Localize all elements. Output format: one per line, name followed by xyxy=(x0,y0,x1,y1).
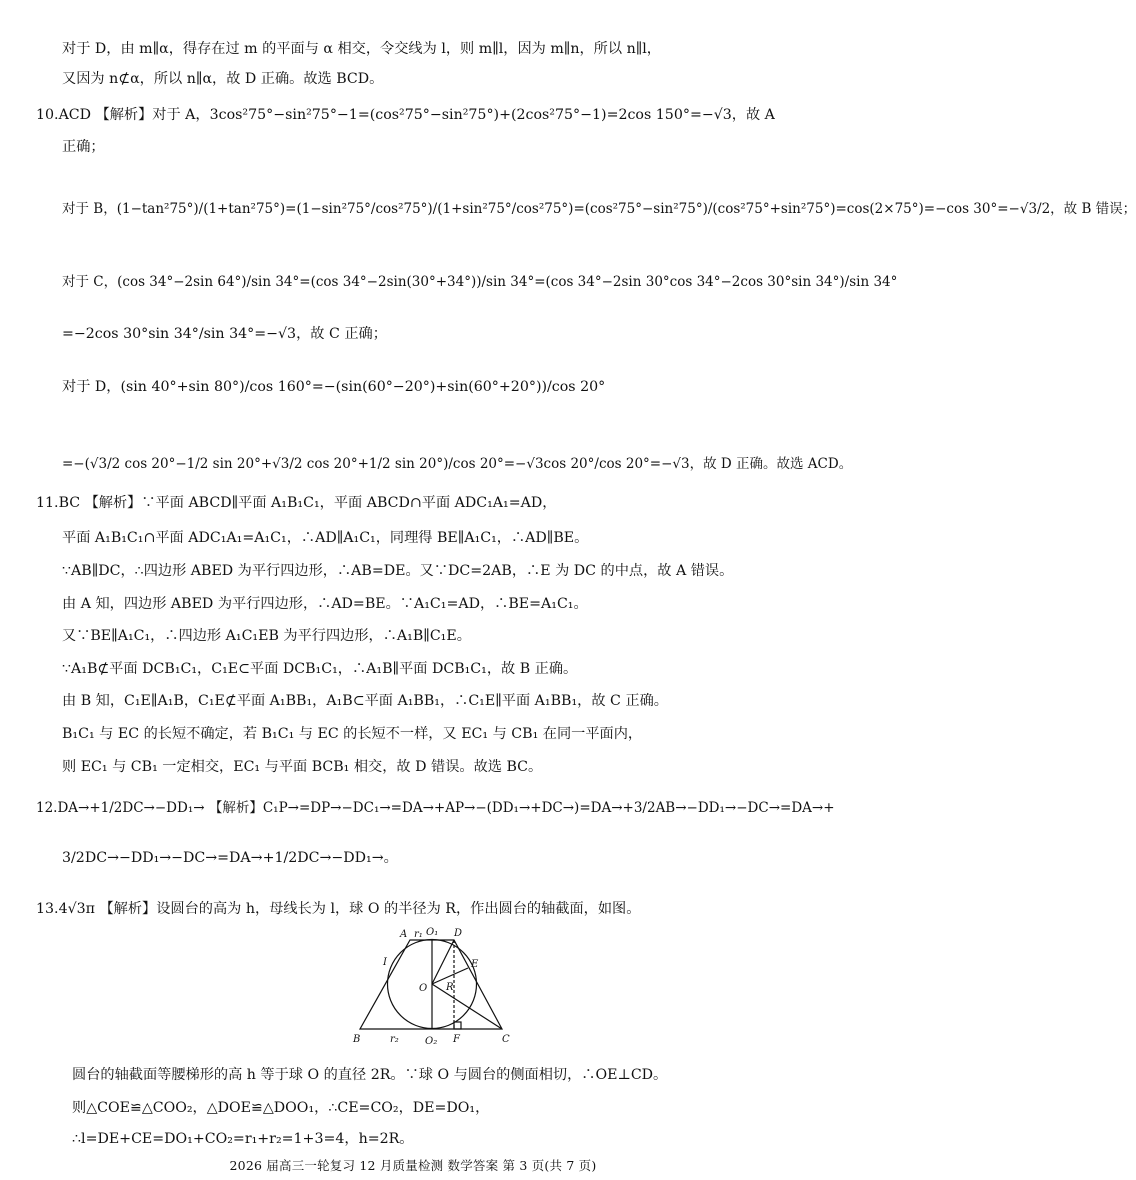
text-line: 3/2DC→−DD₁→−DC→=DA→+1/2DC→−DD₁→。 xyxy=(62,850,398,866)
text-line: 又∵BE∥A₁C₁，∴四边形 A₁C₁EB 为平行四边形，∴A₁B∥C₁E。 xyxy=(62,628,471,644)
text-line: 由 A 知，四边形 ABED 为平行四边形，∴AD=BE。∵A₁C₁=AD，∴BE=A₁C₁。 xyxy=(62,596,588,612)
text-line: 对于 B，(1−tan²75°)/(1+tan²75°)=(1−sin²75°/cos²75°)/(1+sin²75°/cos²75°)=(cos²75°−sin²75°)/(cos²75°+sin²75°)=cos(2×75°)=−cos 30°=−√3/2，故 B 错误； xyxy=(62,201,1136,217)
segment-oc xyxy=(432,984,502,1029)
frustum-axial-section-figure xyxy=(350,923,520,1053)
page-footer: 2026 届高三一轮复习 12 月质量检测 数学答案 第 3 页(共 7 页) xyxy=(229,1158,597,1173)
text-line: 则 EC₁ 与 CB₁ 一定相交，EC₁ 与平面 BCB₁ 相交，故 D 错误。故选 BC。 xyxy=(62,759,543,775)
text-line: 平面 A₁B₁C₁∩平面 ADC₁A₁=A₁C₁，∴AD∥A₁C₁，同理得 BE∥A₁C₁，∴AD∥BE。 xyxy=(62,530,589,546)
text-line: ∴l=DE+CE=DO₁+CO₂=r₁+r₂=1+3=4，h=2R。 xyxy=(72,1131,414,1147)
label-o1: O₁ xyxy=(426,927,439,938)
label-b: B xyxy=(353,1034,361,1045)
label-e: E xyxy=(471,959,479,970)
label-i: I xyxy=(383,957,387,968)
text-line: 对于 C，(cos 34°−2sin 64°)/sin 34°=(cos 34°−2sin(30°+34°))/sin 34°=(cos 34°−2sin 30°cos 34°−2cos 30°sin 34°)/sin 34° xyxy=(62,274,898,290)
label-a: A xyxy=(400,929,408,940)
text-line: =−2cos 30°sin 34°/sin 34°=−√3，故 C 正确； xyxy=(62,326,387,342)
right-angle-mark xyxy=(454,1022,461,1029)
label-f: F xyxy=(453,1034,460,1045)
text-line: 则△COE≌△COO₂，△DOE≌△DOO₁，∴CE=CO₂，DE=DO₁， xyxy=(72,1100,490,1116)
text-line: 又因为 n⊄α，所以 n∥α，故 D 正确。故选 BCD。 xyxy=(62,71,384,87)
text-line: ∵AB∥DC，∴四边形 ABED 为平行四边形，∴AB=DE。又∵DC=2AB，∴E 为 DC 的中点，故 A 错误。 xyxy=(62,563,734,579)
text-line: 13.4√3π 【解析】设圆台的高为 h，母线长为 l，球 O 的半径为 R，作出圆台的轴截面，如图。 xyxy=(36,901,641,917)
text-line: 对于 D，(sin 40°+sin 80°)/cos 160°=−(sin(60°−20°)+sin(60°+20°))/cos 20° xyxy=(62,379,606,395)
text-line: 10.ACD 【解析】对于 A，3cos²75°−sin²75°−1=(cos²75°−sin²75°)+(2cos²75°−1)=2cos 150°=−√3，故 A xyxy=(36,107,775,123)
text-line: B₁C₁ 与 EC 的长短不确定，若 B₁C₁ 与 EC 的长短不一样，又 EC₁ 与 CB₁ 在同一平面内， xyxy=(62,726,643,742)
text-line: 圆台的轴截面等腰梯形的高 h 等于球 O 的直径 2R。∵球 O 与圆台的侧面相切，∴OE⊥CD。 xyxy=(72,1067,668,1083)
label-r: R xyxy=(446,982,454,993)
text-line: 12.DA→+1/2DC→−DD₁→ 【解析】C₁P→=DP→−DC₁→=DA→+AP→−(DD₁→+DC→)=DA→+3/2AB→−DD₁→−DC→=DA→+ xyxy=(36,800,835,816)
label-o2: O₂ xyxy=(425,1036,438,1047)
segment-od xyxy=(432,940,454,984)
text-line: ∵A₁B⊄平面 DCB₁C₁，C₁E⊂平面 DCB₁C₁，∴A₁B∥平面 DCB₁C₁，故 B 正确。 xyxy=(62,661,578,677)
text-line: 由 B 知，C₁E∥A₁B，C₁E⊄平面 A₁BB₁，A₁B⊂平面 A₁BB₁，∴C₁E∥平面 A₁BB₁，故 C 正确。 xyxy=(62,693,668,709)
text-line: 11.BC 【解析】∵平面 ABCD∥平面 A₁B₁C₁，平面 ABCD∩平面 ADC₁A₁=AD， xyxy=(36,495,557,511)
label-r2: r₂ xyxy=(390,1034,399,1045)
label-o: O xyxy=(419,983,428,994)
label-c: C xyxy=(502,1034,510,1045)
text-line: 正确； xyxy=(62,139,105,155)
text-line: 对于 D，由 m∥α，得存在过 m 的平面与 α 相交，令交线为 l，则 m∥l，因为 m∥n，所以 n∥l， xyxy=(62,41,661,57)
label-d: D xyxy=(454,928,463,939)
text-line: =−(√3/2 cos 20°−1/2 sin 20°+√3/2 cos 20°+1/2 sin 20°)/cos 20°=−√3cos 20°/cos 20°=−√3，故 D 正确。故选 ACD。 xyxy=(62,456,853,472)
label-r1: r₁ xyxy=(414,929,423,940)
